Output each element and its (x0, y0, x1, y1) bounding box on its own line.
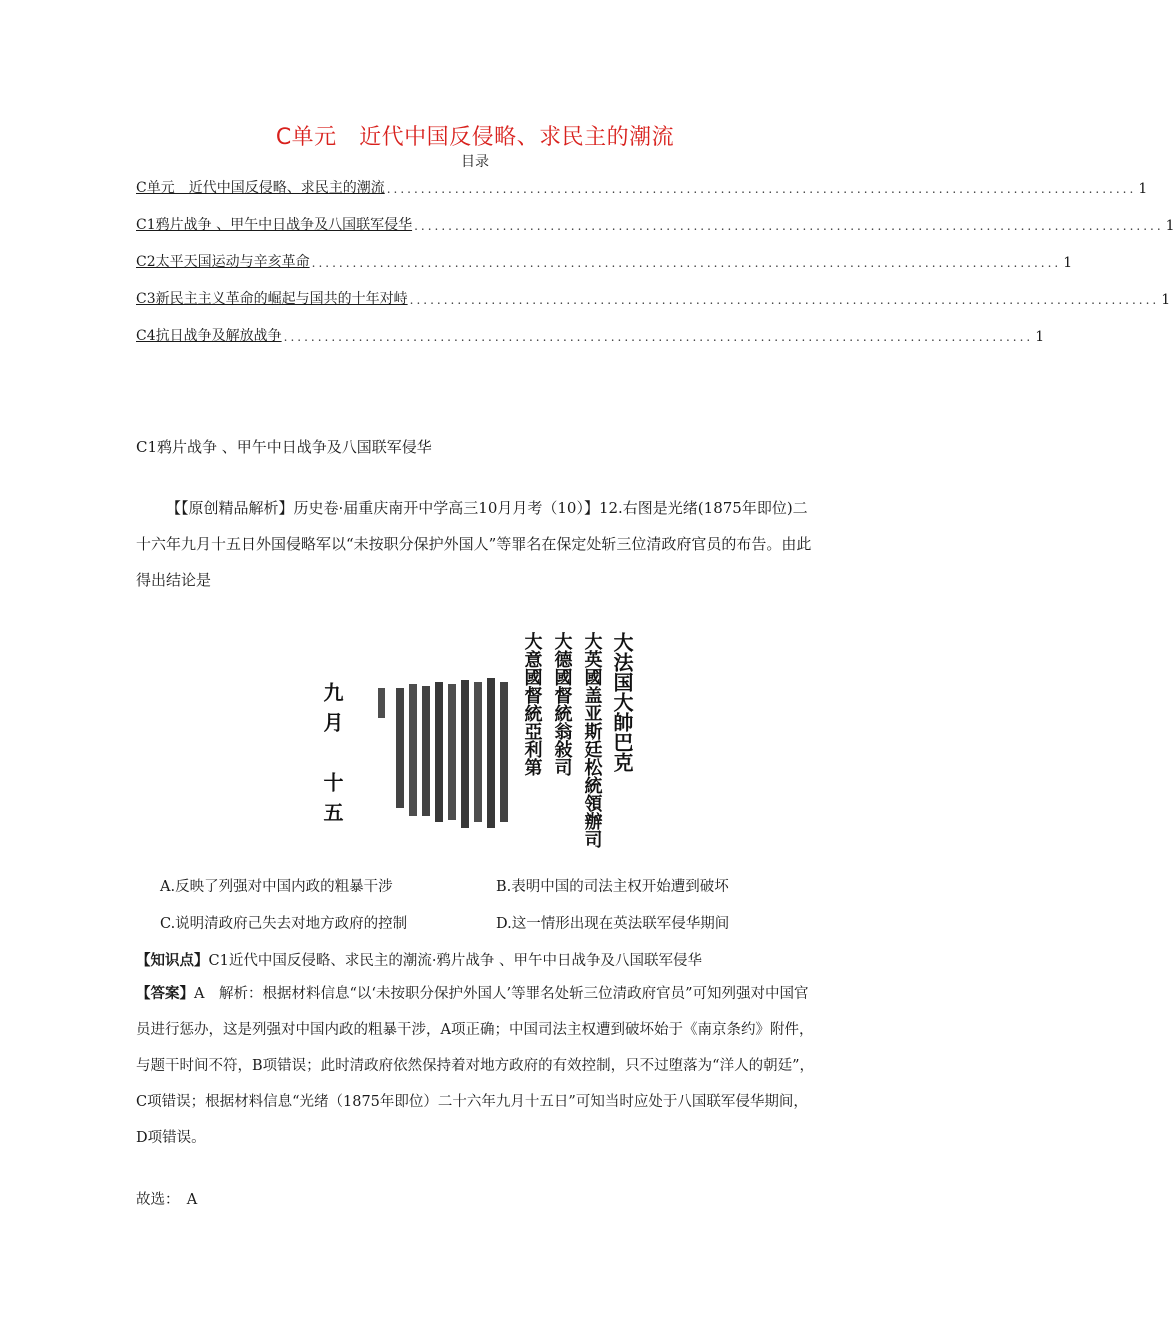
knowledge-text: C1近代中国反侵略、求民主的潮流·鸦片战争 、甲午中日战争及八国联军侵华 (208, 953, 703, 969)
toc-leader-dots: .............................................................................................................. (311, 256, 1062, 270)
toc-entry-label: C4抗日战争及解放战争 (136, 328, 282, 344)
headline-column: 大英國盖亚斯廷松統領辦司 (581, 632, 603, 848)
question-source: 【【原创精品解析】历史卷·届重庆南开中学高三10月月考（10）】 (166, 499, 599, 517)
toc-entry-c3[interactable] (136, 286, 1171, 308)
toc-leader-dots: .............................................................................................................. (386, 182, 1137, 196)
option-d: D.这一情形出现在英法联军侵华期间 (496, 916, 730, 932)
headline-column: 大意國督統亞利第 (521, 632, 543, 776)
question-paragraph (136, 490, 816, 598)
document-title: C单元 近代中国反侵略、求民主的潮流 (275, 125, 675, 150)
toc-page-number: 1 (1165, 218, 1175, 234)
toc-entry-label: C1鸦片战争 、甲午中日战争及八国联军侵华 (136, 217, 413, 233)
knowledge-point (136, 949, 702, 970)
final-answer: 故选： A (136, 1192, 198, 1208)
proclamation-image (322, 622, 632, 846)
toc-leader-dots: .............................................................................................................. (414, 219, 1164, 233)
toc-page-number: 1 (1035, 329, 1045, 345)
section-heading: C1鸦片战争 、甲午中日战争及八国联军侵华 (136, 438, 432, 456)
option-a: A.反映了列强对中国内政的粗暴干涉 (160, 879, 393, 895)
toc-entry-label: C单元 近代中国反侵略、求民主的潮流 (136, 180, 385, 196)
toc-entry-c[interactable] (136, 175, 1148, 197)
toc-entry-c4[interactable] (136, 323, 1045, 345)
toc-entry-label: C3新民主主义革命的崛起与国共的十年对峙 (136, 291, 408, 307)
answer-text: A 解析：根据材料信息“以‘未按职分保护外国人’等罪名处斩三位清政府官员”可知列强对中国官员进行惩办，这是列强对中国内政的粗暴干涉，A项正确；中国司法主权遭到破坏始于《南京条约》附件，与题干时间不符，B项错误；此时清政府依然保持着对地方政府的有效控制，只不过堕落为“洋人的朝廷”，C项错误；根据材料信息“光绪（1875年即位）二十六年九月十五日”可知当时应处于八国联军侵华期间，D项错误。 (136, 986, 814, 1146)
proclamation-scan (322, 622, 632, 846)
toc-heading: 目录 (461, 154, 489, 170)
answer-label: 【答案】 (136, 985, 194, 1002)
option-c: C.说明清政府己失去对地方政府的控制 (160, 916, 408, 932)
question-text: 12.右图是光绪(1875年即位)二十六年九月十五日外国侵略军以“未按职分保护外国人”等罪名在保定处斩三位清政府官员的布告。由此得出结论是 (136, 499, 812, 589)
toc-page-number: 1 (1063, 255, 1073, 271)
toc-entry-c1[interactable] (136, 212, 1175, 234)
toc-leader-dots: .............................................................................................................. (409, 293, 1160, 307)
headline-column: 大法国大帥巴克 (610, 632, 634, 772)
proclamation-body-columns (378, 678, 508, 828)
toc-entry-c2[interactable] (136, 249, 1073, 271)
option-b: B.表明中国的司法主权开始遭到破坏 (496, 879, 729, 895)
answer-paragraph (136, 976, 816, 1156)
headline-column: 大德國督統翁敍司 (551, 632, 573, 776)
knowledge-label: 【知识点】 (136, 952, 209, 969)
toc-entry-label: C2太平天国运动与辛亥革命 (136, 254, 310, 270)
proclamation-date: 九月 十五 (320, 682, 344, 832)
toc-leader-dots: .............................................................................................................. (283, 330, 1034, 344)
toc-page-number: 1 (1138, 181, 1148, 197)
toc-page-number: 1 (1161, 292, 1171, 308)
